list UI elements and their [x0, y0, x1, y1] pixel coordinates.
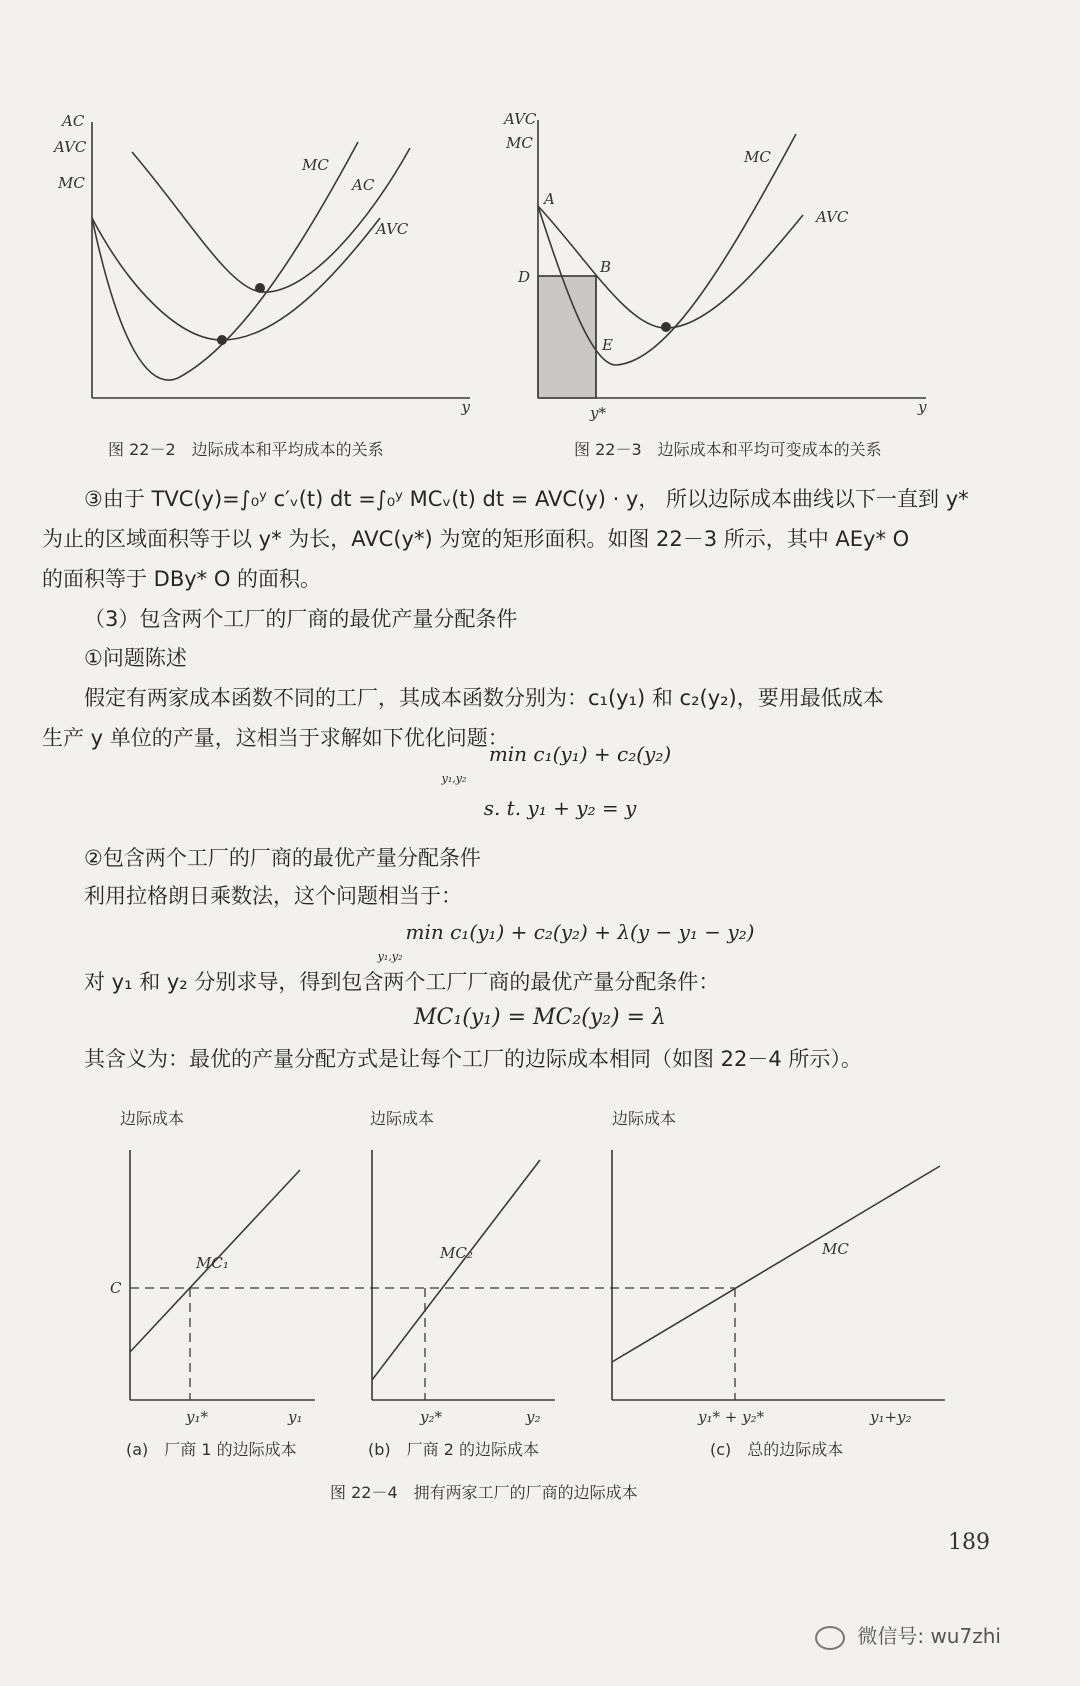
equation-lagrangian: min c₁(y₁) + c₂(y₂) + λ(y − y₁ − y₂)	[405, 920, 755, 944]
curve-label-avc: AVC	[816, 208, 849, 226]
y-label-avc: AVC	[504, 110, 537, 128]
caption-22-2: 图 22－2 边际成本和平均成本的关系	[108, 440, 384, 459]
heading-3-2: ②包含两个工厂的厂商的最优产量分配条件	[84, 846, 481, 870]
panel-a-curve-label: MC₁	[196, 1254, 229, 1272]
caption-22-4: 图 22－4 拥有两家工厂的厂商的边际成本	[330, 1483, 638, 1502]
intersection-mc-ac	[255, 283, 265, 293]
watermark-text: 微信号: wu7zhi	[857, 1624, 1001, 1648]
panel-c-x-tick: y₁* + y₂*	[698, 1408, 765, 1426]
ac-curve	[132, 148, 410, 292]
heading-3-1: ①问题陈述	[84, 646, 187, 670]
panel-c-y-label: 边际成本	[612, 1109, 677, 1128]
x-label-y: y	[461, 398, 470, 416]
paragraph-derivative: 对 y₁ 和 y₂ 分别求导，得到包含两个工厂厂商的最优产量分配条件：	[84, 970, 720, 994]
panel-b-subcaption: (b) 厂商 2 的边际成本	[368, 1440, 539, 1459]
panel-c-curve-label: MC	[822, 1240, 849, 1258]
point-label-e: E	[602, 336, 613, 354]
panel-c-mc-line	[612, 1166, 940, 1362]
equation-objective: min c₁(y₁) + c₂(y₂)	[488, 742, 672, 766]
equation-objective-sub: y₁,y₂	[441, 772, 467, 785]
point-label-d: D	[518, 268, 531, 286]
curve-label-avc: AVC	[376, 220, 409, 238]
figure-22-4	[0, 1100, 1000, 1445]
heading-3: （3）包含两个工厂的厂商的最优产量分配条件	[84, 607, 518, 631]
x-tick-ystar: y*	[590, 404, 606, 422]
equation-mc-condition: MC₁(y₁) = MC₂(y₂) = λ	[414, 1005, 666, 1030]
wechat-watermark	[815, 1620, 1001, 1650]
wechat-icon	[815, 1626, 845, 1650]
paragraph-tvc-line2: 为止的区域面积等于以 y* 为长，AVC(y*) 为宽的矩形面积。如图 22－3 所示，其中 AEy* O	[42, 527, 910, 551]
panel-a-x-tick: y₁*	[186, 1408, 208, 1426]
page-number: 189	[948, 1530, 990, 1555]
caption-22-3: 图 22－3 边际成本和平均可变成本的关系	[574, 440, 882, 459]
point-label-b: B	[600, 258, 612, 276]
paragraph-assume-line2: 生产 y 单位的产量，这相当于求解如下优化问题：	[42, 726, 509, 750]
y-label-mc: MC	[506, 134, 533, 152]
y-label-avc: AVC	[54, 138, 87, 156]
curve-label-mc: MC	[302, 156, 329, 174]
figure-22-3	[498, 100, 938, 445]
panel-c-x-label: y₁+y₂	[870, 1408, 912, 1426]
panel-a-subcaption: (a) 厂商 1 的边际成本	[126, 1440, 297, 1459]
y-label-ac: AC	[62, 112, 85, 130]
equation-lagrangian-sub: y₁,y₂	[377, 950, 403, 963]
curve-label-ac: AC	[352, 176, 375, 194]
panel-b-x-tick: y₂*	[420, 1408, 442, 1426]
panel-a-x-label: y₁	[288, 1408, 303, 1426]
x-label-y: y	[918, 398, 927, 416]
panel-c-subcaption: (c) 总的边际成本	[710, 1440, 844, 1459]
panel-b-curve-label: MC₂	[440, 1244, 473, 1262]
intersection-mc-avc	[217, 335, 227, 345]
figure-22-2	[40, 100, 470, 445]
mc-curve	[92, 142, 358, 380]
panel-b-x-label: y₂	[526, 1408, 541, 1426]
paragraph-assume-line1: 假定有两家成本函数不同的工厂，其成本函数分别为：c₁(y₁) 和 c₂(y₂)，要用最低成本	[84, 686, 884, 710]
y-label-mc: MC	[58, 174, 85, 192]
level-c-label: C	[110, 1279, 122, 1297]
intersection-mc-avc	[661, 322, 671, 332]
paragraph-tvc-line1: ③由于 TVC(y)=∫₀ʸ c′ᵥ(t) dt =∫₀ʸ MCᵥ(t) dt = AVC(y) · y， 所以边际成本曲线以下一直到 y*	[84, 487, 969, 511]
equation-constraint: s. t. y₁ + y₂ = y	[483, 796, 637, 820]
point-label-a: A	[544, 190, 555, 208]
panel-b-mc2-line	[372, 1160, 540, 1380]
paragraph-tvc-line3: 的面积等于 DBy* O 的面积。	[42, 567, 322, 591]
paragraph-meaning: 其含义为：最优的产量分配方式是让每个工厂的边际成本相同（如图 22－4 所示）。	[84, 1047, 862, 1071]
panel-b-y-label: 边际成本	[370, 1109, 435, 1128]
panel-a-y-label: 边际成本	[120, 1109, 185, 1128]
paragraph-lagrange: 利用拉格朗日乘数法，这个问题相当于：	[84, 884, 462, 908]
curve-label-mc: MC	[744, 148, 771, 166]
